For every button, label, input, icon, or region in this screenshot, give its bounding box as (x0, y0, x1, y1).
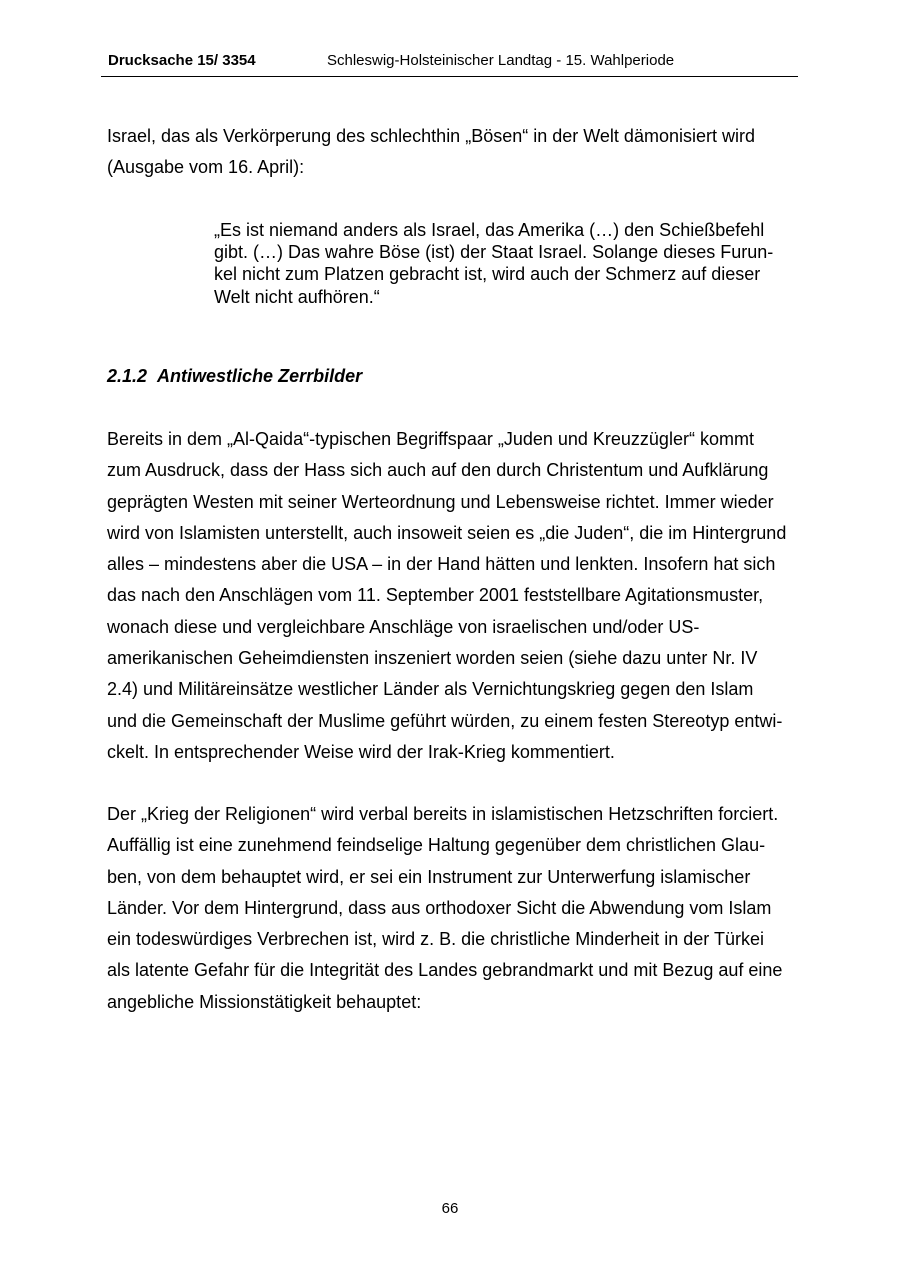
text-line: ben, von dem behauptet wird, er sei ein Instrument zur Unterwerfung islamischer (107, 866, 751, 887)
text-line: ckelt. In entsprechender Weise wird der Irak-Krieg kommentiert. (107, 741, 615, 762)
text-line: Länder. Vor dem Hintergrund, dass aus orthodoxer Sicht die Abwendung vom Islam (107, 897, 772, 918)
text-line: Auffällig ist eine zunehmend feindselige Haltung gegenüber dem christlichen Glau- (107, 835, 766, 856)
page-number: 66 (441, 1200, 459, 1217)
text-line: wonach diese und vergleichbare Anschläge von israelischen und/oder US- (107, 616, 700, 637)
section-heading (107, 366, 362, 387)
text-line: zum Ausdruck, dass der Hass sich auch auf den durch Christentum und Aufklärung (107, 460, 769, 481)
block-quote (214, 219, 784, 308)
text-line: amerikanischen Geheimdiensten inszeniert worden seien (siehe dazu unter Nr. IV (107, 648, 758, 669)
text-line: Israel, das als Verkörperung des schlechthin „Bösen“ in der Welt dämonisiert wird (107, 126, 755, 146)
page-header (101, 52, 798, 77)
quote-line: „Es ist niemand anders als Israel, das Amerika (…) den Schießbefehl (214, 220, 765, 240)
quote-line: kel nicht zum Platzen gebracht ist, wird auch der Schmerz auf dieser (214, 264, 761, 285)
parliament-title: Schleswig-Holsteinischer Landtag - 15. Wahlperiode (327, 52, 675, 69)
quote-line: gibt. (…) Das wahre Böse (ist) der Staat Israel. Solange dieses Furun- (214, 242, 774, 263)
quote-line: Welt nicht aufhören.“ (214, 286, 380, 307)
text-line: angebliche Missionstätigkeit behauptet: (107, 991, 422, 1012)
paragraph-2 (107, 799, 797, 1018)
paragraph-1 (107, 424, 797, 768)
text-line: wird von Islamisten unterstellt, auch insoweit seien es „die Juden“, die im Hintergrund (107, 522, 787, 543)
section-title: Antiwestliche Zerrbilder (157, 366, 363, 386)
text-line: Der „Krieg der Religionen“ wird verbal bereits in islamistischen Hetzschriften forciert. (107, 804, 779, 824)
text-line: alles – mindestens aber die USA – in der Hand hätten und lenkten. Insofern hat sich (107, 554, 776, 575)
text-line: das nach den Anschlägen vom 11. September 2001 feststellbare Agitationsmuster, (107, 585, 764, 606)
text-line: (Ausgabe vom 16. April): (107, 157, 305, 178)
text-line: ein todeswürdiges Verbrechen ist, wird z. B. die christliche Minderheit in der Türkei (107, 929, 764, 950)
section-number: 2.1.2 (107, 366, 148, 386)
text-line: und die Gemeinschaft der Muslime geführt würden, zu einem festen Stereotyp entwi- (107, 710, 783, 731)
text-line: geprägten Westen mit seiner Werteordnung und Lebensweise richtet. Immer wieder (107, 491, 774, 512)
text-line: 2.4) und Militäreinsätze westlicher Länder als Vernichtungskrieg gegen den Islam (107, 679, 754, 700)
document-number: Drucksache 15/ 3354 (108, 52, 256, 69)
intro-paragraph (107, 121, 797, 184)
text-line: als latente Gefahr für die Integrität des Landes gebrandmarkt und mit Bezug auf eine (107, 960, 783, 981)
text-line: Bereits in dem „Al-Qaida“-typischen Begriffspaar „Juden und Kreuzzügler“ kommt (107, 429, 754, 449)
